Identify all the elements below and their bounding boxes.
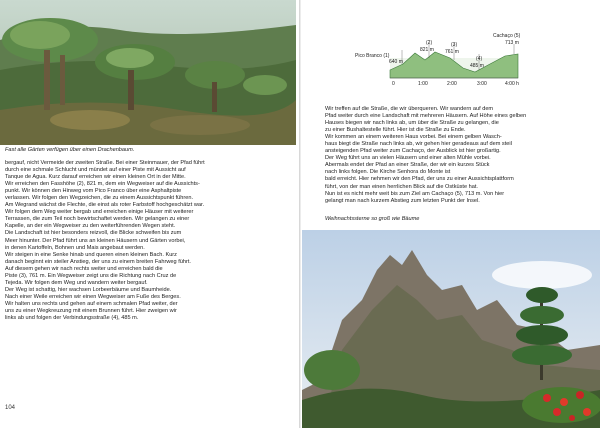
text-line: Hauses biegen wir nach links ab, um über die Straße zu gelangen, die <box>325 120 499 127</box>
profile-point-alt: 821 m <box>420 47 434 53</box>
text-line: Meer hinunter. Der Pfad führt uns an kleinen Häusern und Gärten vorbei, <box>5 237 186 244</box>
text-line: punkt. Wir können den Hinweg vom Pico Franco über eine Asphaltpiste <box>5 188 182 195</box>
elevation-profile <box>355 30 535 92</box>
text-line: bald erreicht. Hier nehmen wir den Pfad, der uns zu einer Aussichtsplattform <box>325 176 514 183</box>
text-line: links ab und folgen der Verbindungsstraße (4), 485 m. <box>5 315 139 322</box>
text-line: führt, von der man einen herrlichen Blick auf die Ostküste hat. <box>325 183 478 190</box>
text-line: verlassen. Wir folgen den Wegzeichen, die zu einem Aussichtspunkt führen. <box>5 195 194 202</box>
dragon-tree-illustration <box>0 0 296 145</box>
page-number: 104 <box>5 405 16 411</box>
profile-point-name: (4) <box>476 56 483 62</box>
profile-tick: 0 <box>392 81 395 87</box>
profile-point-name: Pico Branco (1) <box>355 53 390 59</box>
profile-tick: 2:00 <box>447 81 457 87</box>
text-line: Der Weg führt uns an vielen Häusern und einer alten Mühle vorbei. <box>325 155 491 162</box>
text-line: bergauf, nicht Vermeide der zweiten Straße. Bei einer Steinmauer, der Pfad führt <box>5 160 205 166</box>
text-line: Wir halten uns rechts und gehen auf einem schmalen Pfad weiter, der <box>5 300 178 307</box>
text-line: Abermals endet der Pfad an einer Straße, der wir ein kurzes Stück <box>325 162 490 169</box>
right-body-text <box>325 106 595 205</box>
text-line: Nun ist es nicht mehr weit bis zum Ziel am Cachaço (5), 713 m. Von hier <box>325 190 505 197</box>
text-line: Terrassen, die zum Teil noch bewirtschaftet werden. Wir gelangen zu einer <box>5 216 190 223</box>
text-line: uns zu einer Wegkreuzung mit einem Brunnen führt. Hier zweigen wir <box>5 307 177 314</box>
profile-point-alt: 713 m <box>505 40 519 46</box>
text-line: zu einer Bushaltestelle führt. Hier ist die Straße zu Ende. <box>325 127 466 134</box>
profile-point-name: Cachaço (5) <box>493 33 521 39</box>
left-body-text <box>5 160 291 322</box>
photo-caption: Fast alle Gärten verfügen über einen Drachenbaum. <box>5 147 135 153</box>
profile-tick: 1:00 <box>418 81 428 87</box>
text-line: haus biegt die Straße nach links ab, wir gehen hier geradeaus auf dem steil <box>325 141 512 148</box>
text-line: gelangt man nach kurzem Abstieg zum letzten Punkt der Insel. <box>325 197 480 204</box>
text-line: Wir treffen auf die Straße, die wir überqueren. Wir wandern auf dem <box>325 106 494 112</box>
mountain-photo <box>302 230 600 428</box>
text-line: Wir kommen an einem weiteren Haus vorbei. Bei einem gelben Wasch- <box>325 134 502 141</box>
profile-point-alt: 485 m <box>470 63 484 69</box>
profile-point-name: (3) <box>451 42 458 48</box>
text-line: Pfad weiter durch eine Landschaft mit mehreren Häusern. Auf Höhe eines gelben <box>325 113 527 120</box>
text-line: Piste (3), 761 m. Ein Wegweiser zeigt uns die Richtung nach Cruz de <box>5 272 177 279</box>
text-line: nach links folgen. Die Kirche Senhora do Monte ist <box>325 169 451 176</box>
dragon-tree-photo <box>0 0 296 145</box>
text-line: Die Landschaft ist hier besonders reizvoll, die Blicke schweifen bis zum <box>5 230 182 237</box>
profile-point-name: (2) <box>426 40 433 46</box>
profile-point-alt: 640 m <box>389 59 403 65</box>
text-line: Auf diesem gehen wir nach rechts weiter und erreichen bald die <box>5 265 163 272</box>
text-line: in denen Kartoffeln, Bohnen und Mais angebaut werden. <box>5 244 145 251</box>
text-line: Nach einer Weile erreichen wir einen Wegweiser am Fuße des Berges. <box>5 293 181 300</box>
text-line: durch eine schmale Schlucht und mündet auf einer Piste mit Aussicht auf <box>5 167 186 174</box>
profile-tick: 3:00 <box>477 81 487 87</box>
text-line: Tanque de Agua. Kurz darauf erreichen wir einen kleinen Ort in der Mitte. <box>5 174 186 181</box>
profile-tick: 4:00 h <box>505 81 519 87</box>
text-line: Wir folgen dem Weg weiter bergab und erreichen einige Häuser mit weiterer <box>5 209 194 216</box>
profile-point-alt: 761 m <box>445 49 459 55</box>
photo-caption: Weihnachtssterne so groß wie Bäume <box>325 216 420 222</box>
text-line: Kapelle, an der ein Wegweiser zu den weiterführenden Wegen steht. <box>5 223 176 230</box>
mountain-illustration <box>302 230 600 428</box>
text-line: ansteigenden Pfad weiter zum Cachaço, der Ausblick ist hier großartig. <box>325 148 501 155</box>
text-line: Wir erreichen den Fasshöhe (2), 821 m, dem ein Wegweiser auf die Aussichts- <box>5 181 200 188</box>
text-line: Wir steigen in eine Senke hinab und queren einen kleinen Bach. Kurz <box>5 251 177 258</box>
text-line: Der Weg ist schattig, hier wachsen Lorbeerbäume und Baumheide. <box>5 286 172 293</box>
text-line: danach beginnt ein steiler Anstieg, der uns zu einem breiten Fahrweg führt. <box>5 258 191 265</box>
right-page <box>300 0 600 428</box>
text-line: Tejeda. Wir folgen dem Weg und wandern weiter bergauf. <box>5 279 148 286</box>
text-line: Am Wegrand wächst die Flechte, die einst als roter Farbstoff hochgeschätzt war. <box>5 202 205 209</box>
